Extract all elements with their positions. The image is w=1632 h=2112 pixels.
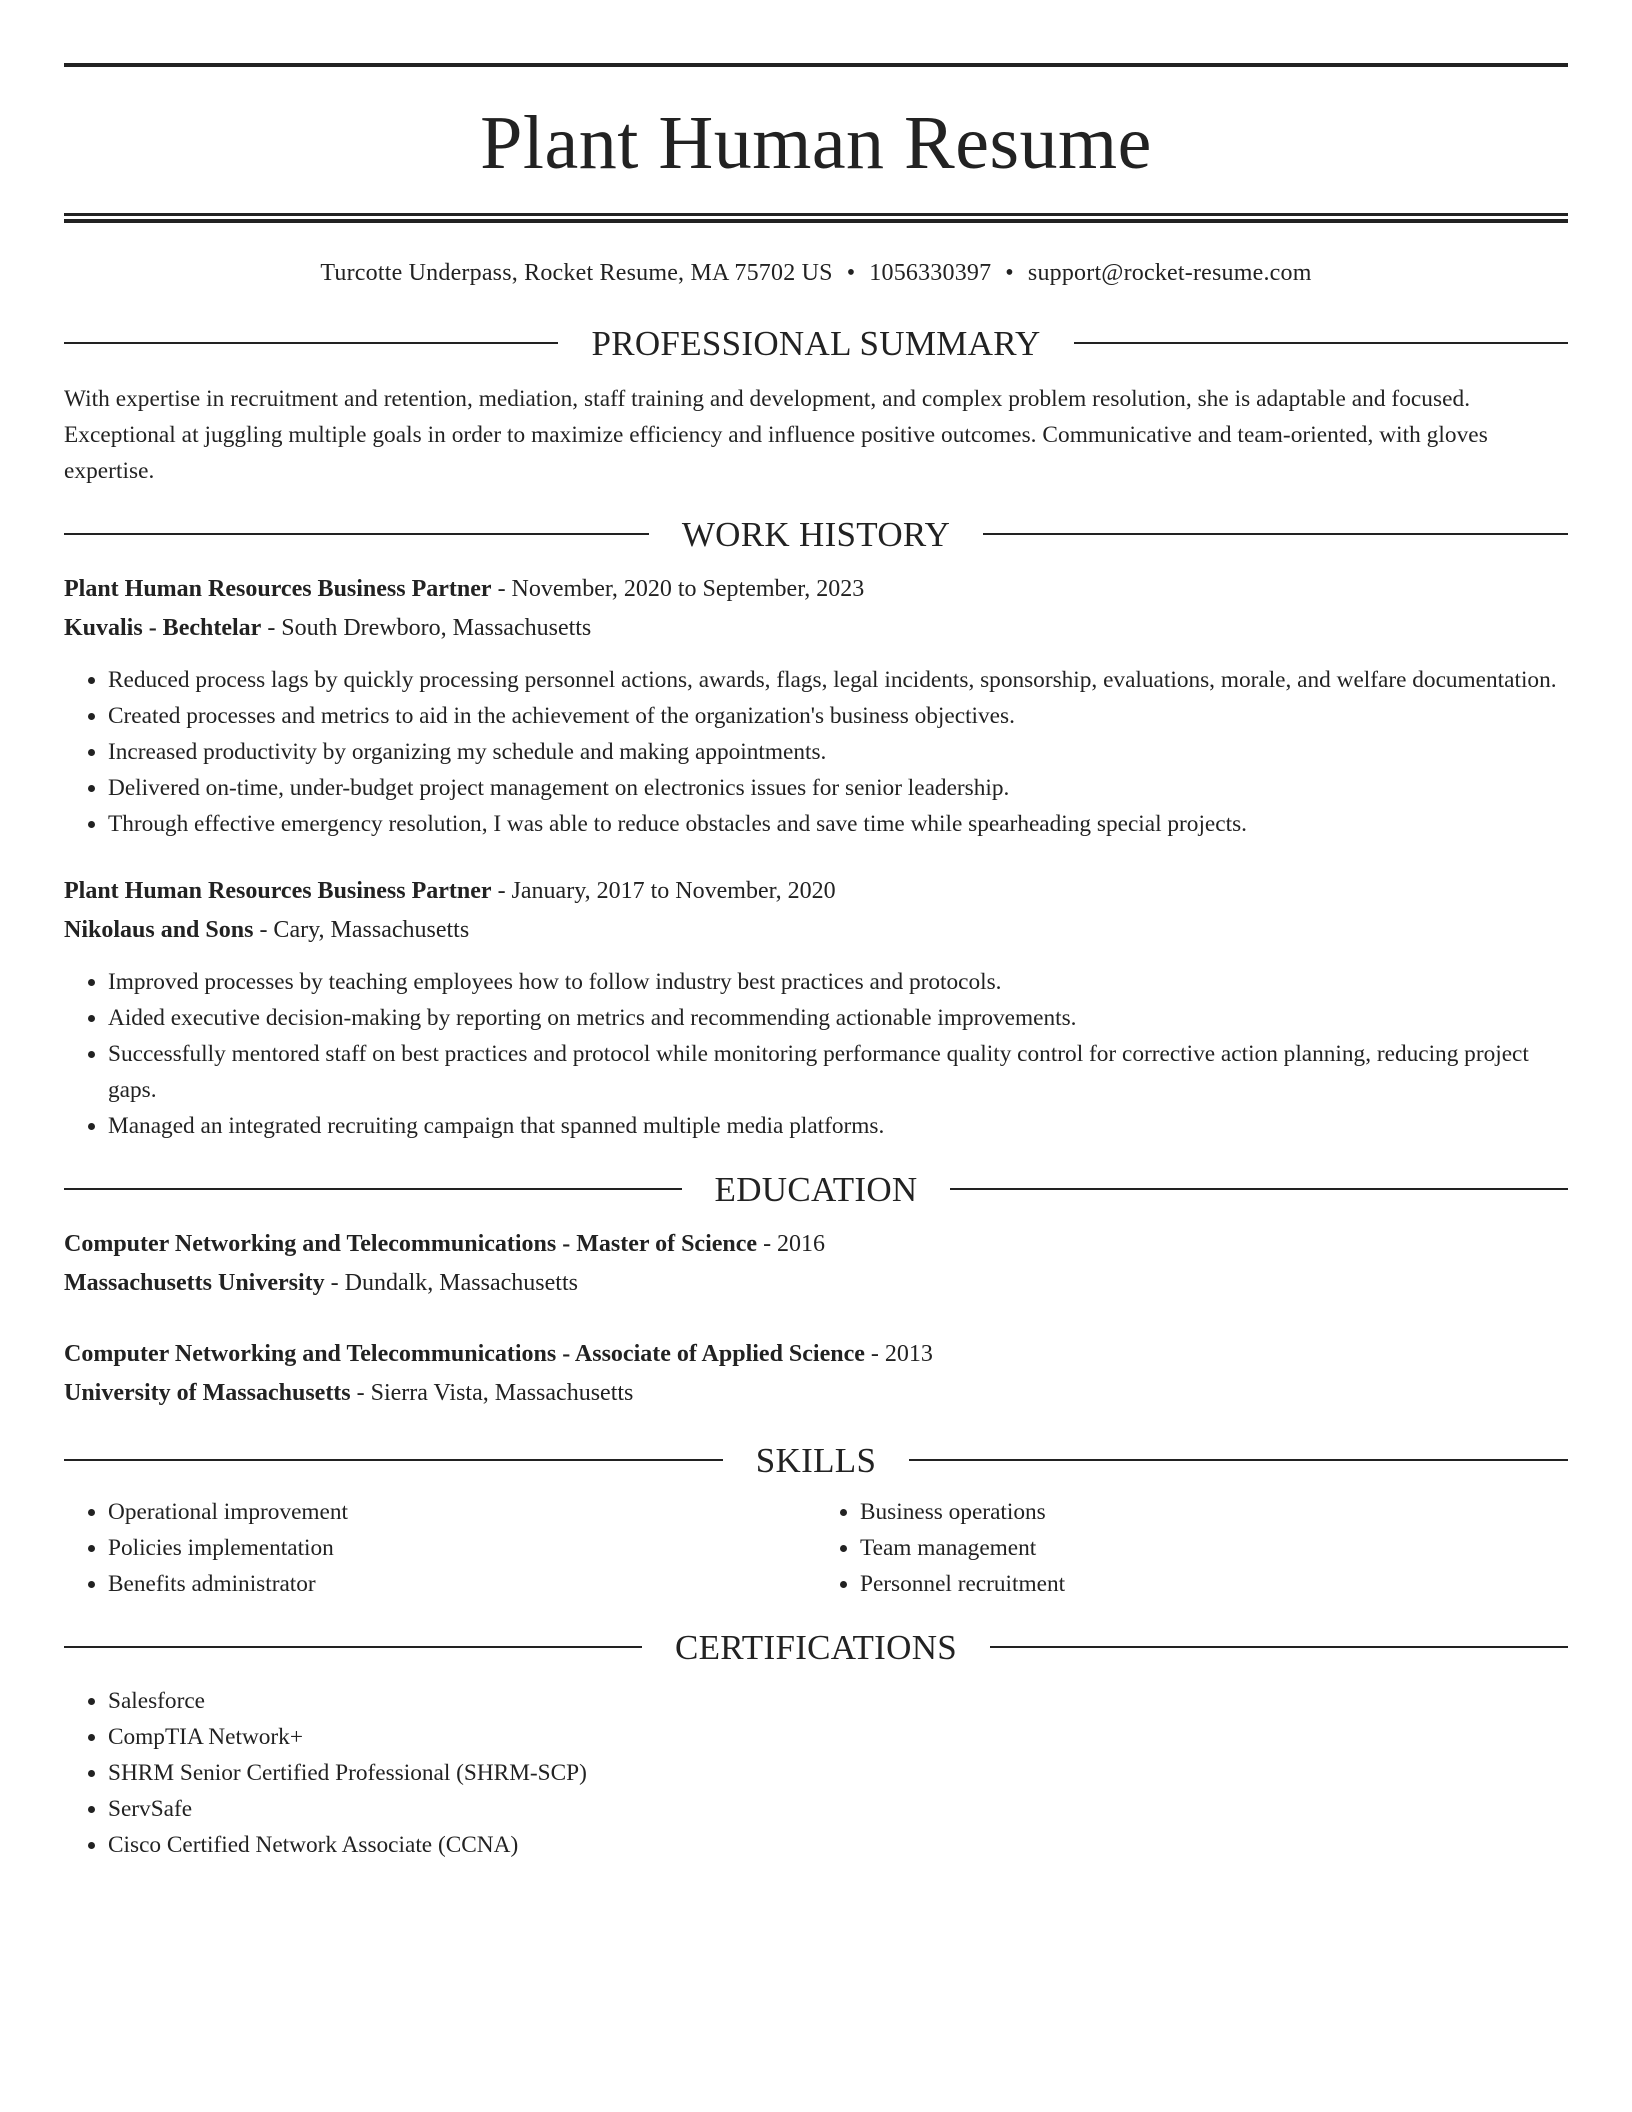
list-item: • Delivered on-time, under-budget project management on electronics issues for senior leadership. [108, 770, 1568, 806]
heading-rule [64, 1459, 723, 1461]
job-title: Plant Human Resources Business Partner [64, 575, 492, 602]
job-company-line [64, 609, 1568, 648]
heading-rule [983, 533, 1568, 535]
list-item: • Policies implementation [108, 1530, 816, 1566]
degree-line [64, 1225, 1568, 1264]
job-title-line [64, 872, 1568, 911]
school-location: - Dundalk, Massachusetts [324, 1269, 578, 1296]
list-item: • Managed an integrated recruiting campaign that spanned multiple media platforms. [108, 1108, 1568, 1144]
heading-rule [64, 1646, 642, 1648]
degree-year: - 2013 [864, 1340, 933, 1367]
list-item: • Cisco Certified Network Associate (CCNA) [108, 1827, 1568, 1863]
summary-heading-label: PROFESSIONAL SUMMARY [591, 323, 1041, 363]
school: University of Massachusetts [64, 1379, 351, 1406]
list-item: • SHRM Senior Certified Professional (SHRM-SCP) [108, 1755, 1568, 1791]
job-bullets [64, 662, 1568, 842]
job-title-line [64, 570, 1568, 609]
job-company-line [64, 911, 1568, 950]
skills-heading [64, 1440, 1568, 1480]
job-company: Kuvalis - Bechtelar [64, 614, 262, 641]
list-item: • Reduced process lags by quickly processing personnel actions, awards, flags, legal incidents, sponsorship, evaluations, morale, and welfare documentation. [108, 662, 1568, 698]
list-item: • Benefits administrator [108, 1566, 816, 1602]
job-company: Nikolaus and Sons [64, 916, 254, 943]
list-item: • Aided executive decision-making by reporting on metrics and recommending actionable improvements. [108, 1000, 1568, 1036]
job-title: Plant Human Resources Business Partner [64, 877, 492, 904]
skills-columns [64, 1494, 1568, 1602]
school-line [64, 1374, 1568, 1413]
certifications-list [64, 1683, 1568, 1863]
school-line [64, 1264, 1568, 1303]
contact-separator: • [846, 260, 856, 286]
education-heading-label: EDUCATION [714, 1169, 918, 1209]
certifications-heading-label: CERTIFICATIONS [674, 1627, 958, 1667]
heading-rule [990, 1646, 1568, 1648]
list-item: • Salesforce [108, 1683, 1568, 1719]
list-item: • Increased productivity by organizing my schedule and making appointments. [108, 734, 1568, 770]
job-location: - South Drewboro, Massachusetts [261, 614, 592, 641]
list-item: • Team management [860, 1530, 1568, 1566]
summary-text: With expertise in recruitment and retention, mediation, staff training and development, and complex problem resolution, she is adaptable and focused. Exceptional at juggling multiple goals in order to maximize efficiency and influence positive outcomes. Communicative and team-oriented, with gloves expertise. [64, 385, 1488, 484]
job-dates: - January, 2017 to November, 2020 [491, 877, 836, 904]
contact-phone: 1056330397 [869, 260, 992, 286]
list-item: • Created processes and metrics to aid in the achievement of the organization's business objectives. [108, 698, 1568, 734]
heading-rule [64, 533, 649, 535]
certifications-heading [64, 1627, 1568, 1667]
job-bullets [64, 964, 1568, 1144]
list-item: • Through effective emergency resolution, I was able to reduce obstacles and save time while spearheading special projects. [108, 806, 1568, 842]
list-item: • ServSafe [108, 1791, 1568, 1827]
education-entry [64, 1335, 1568, 1413]
heading-rule [64, 342, 558, 344]
work-heading-label: WORK HISTORY [681, 514, 951, 554]
heading-rule [909, 1459, 1568, 1461]
degree-line [64, 1335, 1568, 1374]
skills-heading-label: SKILLS [755, 1440, 877, 1480]
list-item: • Improved processes by teaching employees how to follow industry best practices and protocols. [108, 964, 1568, 1000]
school-location: - Sierra Vista, Massachusetts [350, 1379, 634, 1406]
summary-heading [64, 323, 1568, 363]
page-title: Plant Human Resume [480, 101, 1152, 185]
contact-line [64, 259, 1568, 288]
list-item: • Personnel recruitment [860, 1566, 1568, 1602]
list-item: • CompTIA Network+ [108, 1719, 1568, 1755]
title-double-rule [64, 213, 1568, 223]
list-item: • Successfully mentored staff on best practices and protocol while monitoring performance quality control for corrective action planning, reducing project gaps. [108, 1036, 1568, 1108]
heading-rule [950, 1188, 1568, 1190]
job-dates: - November, 2020 to September, 2023 [491, 575, 865, 602]
top-rule [64, 63, 1568, 67]
job-entry [64, 570, 1568, 842]
contact-separator: • [1005, 260, 1014, 286]
contact-email: support@rocket-resume.com [1027, 260, 1312, 286]
school: Massachusetts University [64, 1269, 325, 1296]
heading-rule [1074, 342, 1568, 344]
contact-address: Turcotte Underpass, Rocket Resume, MA 75702 US [320, 260, 833, 286]
education-entry [64, 1225, 1568, 1303]
degree: Computer Networking and Telecommunications - Associate of Applied Science [64, 1340, 865, 1367]
list-item: • Business operations [860, 1494, 1568, 1530]
skills-left-list [64, 1494, 816, 1602]
work-heading [64, 514, 1568, 554]
skills-right-list [816, 1494, 1568, 1602]
education-heading [64, 1169, 1568, 1209]
heading-rule [64, 1188, 682, 1190]
degree: Computer Networking and Telecommunications - Master of Science [64, 1230, 758, 1257]
job-location: - Cary, Massachusetts [253, 916, 470, 943]
list-item: • Operational improvement [108, 1494, 816, 1530]
job-entry [64, 872, 1568, 1144]
degree-year: - 2016 [757, 1230, 826, 1257]
